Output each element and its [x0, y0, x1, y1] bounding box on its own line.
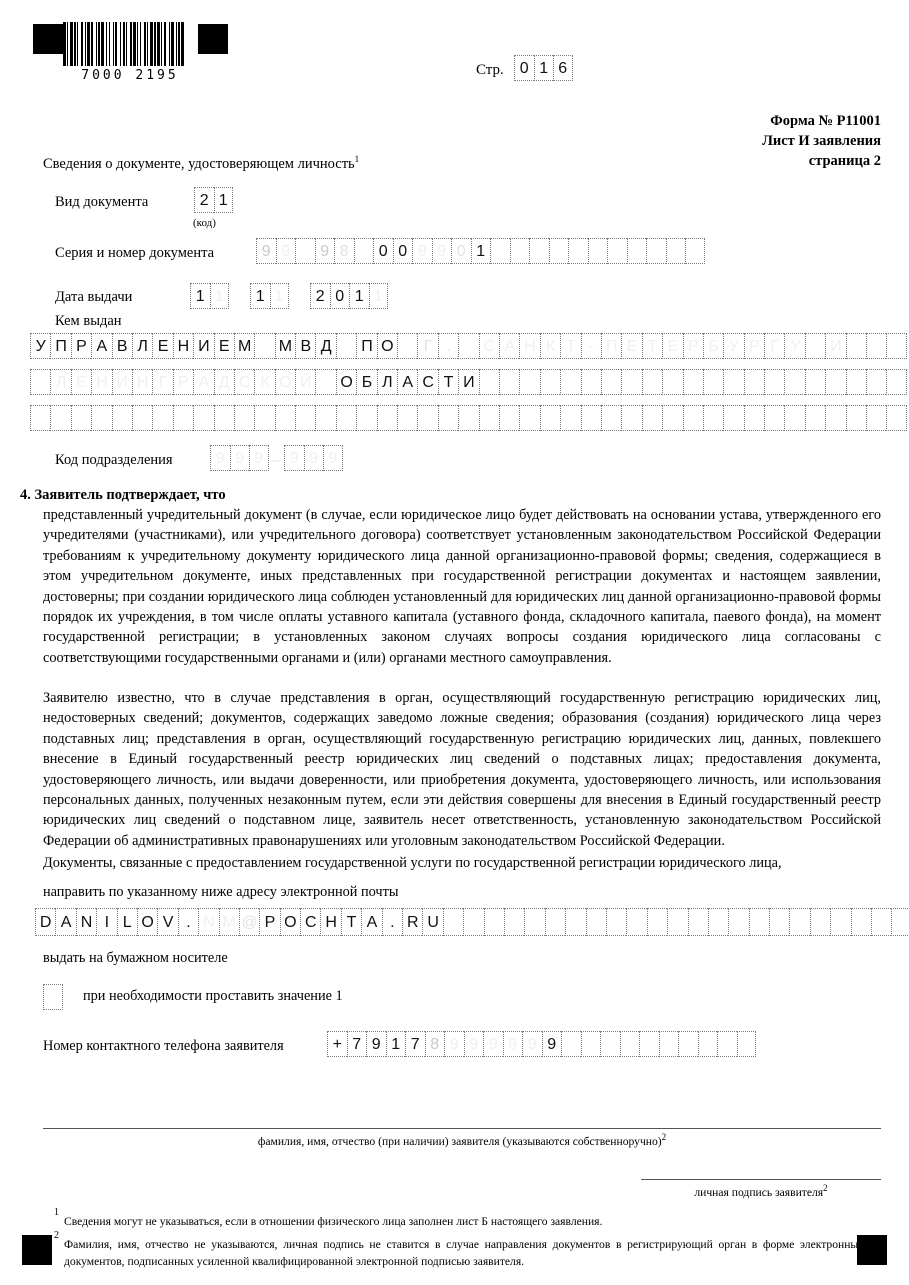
form-cell[interactable]: [717, 1031, 737, 1057]
form-cell[interactable]: Н: [173, 333, 193, 359]
form-cell[interactable]: [581, 1031, 601, 1057]
form-cell[interactable]: [336, 405, 356, 431]
form-cell[interactable]: .: [438, 333, 458, 359]
form-cell[interactable]: В: [295, 333, 315, 359]
issue-date-month-cells[interactable]: [250, 283, 289, 309]
form-cell[interactable]: [703, 405, 723, 431]
form-cell[interactable]: 9: [276, 238, 296, 264]
form-cell[interactable]: [825, 405, 845, 431]
form-cell[interactable]: [568, 238, 588, 264]
form-cell[interactable]: [397, 405, 417, 431]
issue-date-year-cells[interactable]: [310, 283, 388, 309]
form-cell[interactable]: [295, 238, 315, 264]
personal-signature-line: [641, 1179, 881, 1180]
form-cell[interactable]: 9: [323, 445, 343, 471]
registration-mark-top-right: [198, 24, 228, 54]
footnote-1-text: Сведения могут не указываться, если в отношении физического лица заполнен лист Б настоящего заявления.: [64, 1215, 603, 1228]
form-cell[interactable]: [749, 908, 769, 936]
form-cell[interactable]: 1: [386, 1031, 406, 1057]
form-cell[interactable]: [667, 908, 687, 936]
form-cell[interactable]: [723, 405, 743, 431]
form-cell[interactable]: Н: [132, 369, 152, 395]
form-cell[interactable]: I: [96, 908, 116, 936]
form-cell[interactable]: [601, 405, 621, 431]
form-cell[interactable]: 9: [432, 238, 452, 264]
form-cell[interactable]: 9: [210, 445, 230, 471]
phone-label: Номер контактного телефона заявителя: [43, 1038, 284, 1054]
form-cell[interactable]: 6: [553, 55, 573, 81]
form-cell[interactable]: [315, 405, 335, 431]
identity-section-title-sup: 1: [354, 154, 360, 164]
form-cell[interactable]: [30, 405, 50, 431]
delivery-intro-text: Документы, связанные с предоставлением государственной услуги по государственной регистрации юридического лица,: [43, 855, 782, 871]
form-cell[interactable]: Р: [71, 333, 91, 359]
form-cell[interactable]: [737, 1031, 757, 1057]
footnote-2-marker: 2: [54, 1230, 59, 1241]
form-cell[interactable]: R: [402, 908, 422, 936]
form-cell[interactable]: [866, 369, 886, 395]
form-cell[interactable]: П: [50, 333, 70, 359]
form-cell[interactable]: 1: [214, 187, 234, 213]
form-cell[interactable]: [642, 369, 662, 395]
form-cell[interactable]: [234, 405, 254, 431]
form-cell[interactable]: [846, 333, 866, 359]
form-cell[interactable]: Е: [152, 333, 172, 359]
form-cell[interactable]: [588, 238, 608, 264]
form-cell[interactable]: 9: [542, 1031, 562, 1057]
paper-delivery-checkbox[interactable]: [43, 984, 63, 1010]
footnote-2-text: Фамилия, имя, отчество не указываются, личная подпись не ставится в случае направления документов в регистрирующий орган в форме электронных документов, подписанных усиленной квалифицированной электронной подписью заявителя.: [64, 1238, 864, 1268]
subdivision-code-dash: –: [271, 450, 280, 469]
form-cell[interactable]: [606, 908, 626, 936]
form-cell[interactable]: Й: [295, 369, 315, 395]
form-cell[interactable]: [529, 238, 549, 264]
form-cell[interactable]: [646, 238, 666, 264]
form-cell[interactable]: [458, 333, 478, 359]
form-cell[interactable]: A: [55, 908, 75, 936]
form-cell[interactable]: H: [320, 908, 340, 936]
form-cell[interactable]: [810, 908, 830, 936]
barcode: [63, 22, 195, 66]
form-cell[interactable]: [891, 908, 909, 936]
form-cell[interactable]: 9: [315, 238, 335, 264]
page-number-label: Стр.: [476, 62, 504, 78]
form-cell[interactable]: [685, 238, 705, 264]
form-cell[interactable]: А: [397, 369, 417, 395]
form-cell[interactable]: Т: [642, 333, 662, 359]
form-cell[interactable]: 8: [425, 1031, 445, 1057]
form-cell[interactable]: 9: [503, 1031, 523, 1057]
form-cell[interactable]: [479, 369, 499, 395]
form-cell[interactable]: [438, 405, 458, 431]
form-cell[interactable]: [132, 405, 152, 431]
form-cell[interactable]: 8: [334, 238, 354, 264]
form-cell[interactable]: М: [275, 333, 295, 359]
form-cell[interactable]: [586, 908, 606, 936]
form-cell[interactable]: [214, 405, 234, 431]
form-cell[interactable]: .: [382, 908, 402, 936]
form-cell[interactable]: О: [336, 369, 356, 395]
form-cell[interactable]: [275, 405, 295, 431]
form-cell[interactable]: [484, 908, 504, 936]
form-cell[interactable]: [581, 369, 601, 395]
form-cell[interactable]: [805, 405, 825, 431]
form-cell[interactable]: L: [117, 908, 137, 936]
form-cell[interactable]: 1: [471, 238, 491, 264]
form-cell[interactable]: А: [193, 369, 213, 395]
form-cell[interactable]: [504, 908, 524, 936]
form-cell[interactable]: T: [341, 908, 361, 936]
form-cell[interactable]: [581, 405, 601, 431]
form-cell[interactable]: [846, 405, 866, 431]
form-cell[interactable]: Л: [50, 369, 70, 395]
form-cell[interactable]: D: [35, 908, 55, 936]
form-cell[interactable]: +: [327, 1031, 347, 1057]
form-cell[interactable]: O: [280, 908, 300, 936]
form-cell[interactable]: С: [479, 333, 499, 359]
issue-date-label: Дата выдачи: [55, 289, 133, 305]
form-cell[interactable]: [600, 1031, 620, 1057]
form-cell[interactable]: @: [239, 908, 259, 936]
form-cell[interactable]: 7: [347, 1031, 367, 1057]
form-cell[interactable]: [662, 405, 682, 431]
form-cell[interactable]: Р: [173, 369, 193, 395]
form-cell[interactable]: C: [300, 908, 320, 936]
fio-signature-line: [43, 1128, 881, 1129]
form-cell[interactable]: У: [784, 333, 804, 359]
form-cell[interactable]: [846, 369, 866, 395]
issued-by-label: Кем выдан: [55, 313, 122, 329]
form-cell[interactable]: П: [356, 333, 376, 359]
form-sheet: Лист И заявления: [762, 133, 881, 149]
registration-mark-top-left: [33, 24, 63, 54]
form-cell[interactable]: .: [178, 908, 198, 936]
form-cell[interactable]: О: [377, 333, 397, 359]
subdivision-code-right-cells[interactable]: [284, 445, 343, 471]
form-cell[interactable]: [825, 369, 845, 395]
phone-cells[interactable]: [327, 1031, 756, 1057]
form-cell[interactable]: 2: [194, 187, 214, 213]
form-cell[interactable]: -: [581, 333, 601, 359]
paper-delivery-label: выдать на бумажном носителе: [43, 950, 228, 966]
form-cell[interactable]: С: [417, 369, 437, 395]
form-cell[interactable]: [540, 405, 560, 431]
form-cell[interactable]: [560, 405, 580, 431]
form-cell[interactable]: [50, 405, 70, 431]
identity-section-title-text: Сведения о документе, удостоверяющем личность: [43, 155, 355, 172]
form-cell[interactable]: [642, 405, 662, 431]
form-cell[interactable]: У: [723, 333, 743, 359]
identity-section-title: [43, 154, 359, 173]
form-cell[interactable]: 0: [514, 55, 534, 81]
form-cell[interactable]: Л: [132, 333, 152, 359]
form-cell[interactable]: 9: [249, 445, 269, 471]
form-cell[interactable]: 1: [250, 283, 270, 309]
form-cell[interactable]: Г: [417, 333, 437, 359]
form-cell[interactable]: [71, 405, 91, 431]
form-cell[interactable]: Е: [71, 369, 91, 395]
form-cell[interactable]: [510, 238, 530, 264]
form-cell[interactable]: [621, 405, 641, 431]
form-cell[interactable]: [683, 369, 703, 395]
form-cell[interactable]: Е: [662, 333, 682, 359]
form-cell[interactable]: [354, 238, 374, 264]
form-cell[interactable]: [764, 405, 784, 431]
form-cell[interactable]: [112, 405, 132, 431]
form-cell[interactable]: [789, 908, 809, 936]
form-cell[interactable]: [647, 908, 667, 936]
footnote-1-marker: 1: [54, 1207, 59, 1218]
form-cell[interactable]: 9: [366, 1031, 386, 1057]
form-cell[interactable]: Г: [764, 333, 784, 359]
form-cell[interactable]: Д: [315, 333, 335, 359]
doc-type-code-note: (код): [193, 217, 216, 229]
form-cell[interactable]: [620, 1031, 640, 1057]
form-cell[interactable]: 1: [190, 283, 210, 309]
form-cell[interactable]: [607, 238, 627, 264]
form-cell[interactable]: [417, 405, 437, 431]
form-cell[interactable]: U: [422, 908, 442, 936]
form-cell[interactable]: [678, 1031, 698, 1057]
form-cell[interactable]: [764, 369, 784, 395]
form-cell[interactable]: [397, 333, 417, 359]
form-cell[interactable]: Б: [356, 369, 376, 395]
form-cell[interactable]: [490, 238, 510, 264]
issued-by-row-2[interactable]: [30, 369, 907, 395]
form-cell[interactable]: О: [275, 369, 295, 395]
form-cell[interactable]: [851, 908, 871, 936]
form-cell[interactable]: [458, 405, 478, 431]
issued-by-row-3[interactable]: [30, 405, 907, 431]
form-cell[interactable]: [703, 369, 723, 395]
form-cell[interactable]: Н: [519, 333, 539, 359]
form-cell[interactable]: [193, 405, 213, 431]
form-cell[interactable]: 1: [369, 283, 389, 309]
form-cell[interactable]: А: [91, 333, 111, 359]
form-cell[interactable]: [621, 369, 641, 395]
paper-delivery-note: при необходимости проставить значение 1: [83, 988, 343, 1004]
form-cell[interactable]: Р: [683, 333, 703, 359]
form-cell[interactable]: [377, 405, 397, 431]
form-cell[interactable]: 1: [349, 283, 369, 309]
series-number-cells[interactable]: [256, 238, 705, 264]
form-cell[interactable]: Р: [744, 333, 764, 359]
form-cell[interactable]: V: [157, 908, 177, 936]
form-cell[interactable]: [723, 369, 743, 395]
form-cell[interactable]: [708, 908, 728, 936]
form-cell[interactable]: [784, 369, 804, 395]
fio-caption-text: фамилия, имя, отчество (при наличии) заявителя (указываются собственноручно): [257, 1134, 662, 1148]
form-cell[interactable]: А: [499, 333, 519, 359]
form-cell[interactable]: [662, 369, 682, 395]
form-cell[interactable]: [315, 369, 335, 395]
form-cell[interactable]: И: [458, 369, 478, 395]
form-cell[interactable]: [152, 405, 172, 431]
form-cell[interactable]: N: [76, 908, 96, 936]
form-cell[interactable]: Т: [438, 369, 458, 395]
form-cell[interactable]: A: [361, 908, 381, 936]
form-cell[interactable]: И: [112, 369, 132, 395]
registration-mark-bottom-left: [22, 1235, 52, 1265]
form-cell[interactable]: Л: [377, 369, 397, 395]
form-cell[interactable]: [479, 405, 499, 431]
series-number-label: Серия и номер документа: [55, 245, 215, 261]
form-cell[interactable]: [659, 1031, 679, 1057]
form-cell[interactable]: Д: [214, 369, 234, 395]
form-cell[interactable]: 9: [444, 1031, 464, 1057]
fio-caption: [43, 1132, 881, 1148]
form-cell[interactable]: [784, 405, 804, 431]
form-cell[interactable]: Т: [560, 333, 580, 359]
form-cell[interactable]: [627, 238, 647, 264]
subdivision-code-left-cells[interactable]: [210, 445, 269, 471]
form-cell[interactable]: [560, 369, 580, 395]
form-cell[interactable]: 0: [373, 238, 393, 264]
form-cell[interactable]: [549, 238, 569, 264]
form-cell[interactable]: [698, 1031, 718, 1057]
signature-caption-sup: 2: [823, 1183, 828, 1193]
form-cell[interactable]: 9: [483, 1031, 503, 1057]
form-number: Форма № Р11001: [770, 113, 881, 129]
form-cell[interactable]: [519, 369, 539, 395]
form-cell[interactable]: 9: [522, 1031, 542, 1057]
form-cell[interactable]: [356, 405, 376, 431]
form-cell[interactable]: [524, 908, 544, 936]
form-cell[interactable]: 1: [210, 283, 230, 309]
form-cell[interactable]: [254, 333, 274, 359]
form-cell[interactable]: [519, 405, 539, 431]
form-cell[interactable]: Н: [91, 369, 111, 395]
form-cell[interactable]: [626, 908, 646, 936]
barcode-digits: 7000 2195: [81, 68, 179, 83]
form-cell[interactable]: [173, 405, 193, 431]
form-cell[interactable]: [499, 369, 519, 395]
form-cell[interactable]: N: [198, 908, 218, 936]
form-cell[interactable]: [295, 405, 315, 431]
form-cell[interactable]: [728, 908, 748, 936]
form-cell[interactable]: 2: [310, 283, 330, 309]
section4-paragraph-2: Заявителю известно, что в случае представления в орган, осуществляющий государственную регистрацию юридических лиц, недостоверных сведений; документов, содержащих заведомо ложные сведения; образования (создания) юридического лица через подставных лиц; представления в орган, осуществляющий государственную регистрацию юридических лиц, данных, повлекшего внесение в Единый государственный реестр юридических лиц сведений о подставных лицах; предоставления документа, удостоверяющего личность, или выдачи доверенности, или приобретения документа, удостоверяющего личность, или использования персональных данных, полученных незаконным путем, если эти действия совершены для внесения в Единый государственный реестр юридических лиц сведений о подставном лице, заявитель несет ответственность, установленную законодательством Российской Федерации об административных правонарушениях или уголовным законодательством Российской Федерации.: [43, 690, 881, 849]
form-cell[interactable]: [639, 1031, 659, 1057]
form-cell[interactable]: 9: [464, 1031, 484, 1057]
signature-caption-text: личная подпись заявителя: [694, 1185, 824, 1199]
email-intro-text: направить по указанному ниже адресу электронной почты: [43, 884, 399, 900]
form-cell[interactable]: [683, 405, 703, 431]
form-cell[interactable]: P: [259, 908, 279, 936]
form-cell[interactable]: [463, 908, 483, 936]
form-cell[interactable]: У: [30, 333, 50, 359]
form-cell[interactable]: Б: [703, 333, 723, 359]
form-cell[interactable]: [565, 908, 585, 936]
form-cell[interactable]: П: [601, 333, 621, 359]
signature-caption: [641, 1183, 881, 1199]
form-cell[interactable]: И: [825, 333, 845, 359]
form-cell[interactable]: [871, 908, 891, 936]
form-cell[interactable]: И: [193, 333, 213, 359]
form-cell[interactable]: [666, 238, 686, 264]
form-cell[interactable]: 0: [451, 238, 471, 264]
form-cell[interactable]: M: [219, 908, 239, 936]
form-cell[interactable]: [91, 405, 111, 431]
form-cell[interactable]: 9: [284, 445, 304, 471]
form-cell[interactable]: [866, 405, 886, 431]
form-cell[interactable]: [886, 333, 906, 359]
form-cell[interactable]: К: [540, 333, 560, 359]
doc-type-label: Вид документа: [55, 194, 149, 210]
form-cell[interactable]: 1: [270, 283, 290, 309]
form-cell[interactable]: Г: [152, 369, 172, 395]
issued-by-row-1[interactable]: [30, 333, 907, 359]
form-cell[interactable]: Е: [214, 333, 234, 359]
form-cell[interactable]: Е: [621, 333, 641, 359]
form-cell[interactable]: [805, 369, 825, 395]
form-cell[interactable]: 0: [330, 283, 350, 309]
fio-caption-sup: 2: [661, 1132, 667, 1142]
form-cell[interactable]: [561, 1031, 581, 1057]
subdivision-code-label: Код подразделения: [55, 452, 173, 468]
form-cell[interactable]: С: [234, 369, 254, 395]
form-cell[interactable]: [443, 908, 463, 936]
form-cell[interactable]: O: [137, 908, 157, 936]
form-cell[interactable]: [805, 333, 825, 359]
form-cell[interactable]: [601, 369, 621, 395]
form-cell[interactable]: 9: [256, 238, 276, 264]
form-cell[interactable]: [254, 405, 274, 431]
form-cell[interactable]: [499, 405, 519, 431]
form-cell[interactable]: [30, 369, 50, 395]
form-cell[interactable]: [769, 908, 789, 936]
form-cell[interactable]: 7: [405, 1031, 425, 1057]
form-cell[interactable]: 0: [393, 238, 413, 264]
form-cell[interactable]: [540, 369, 560, 395]
form-cell[interactable]: [886, 369, 906, 395]
form-page-side: страница 2: [808, 153, 881, 169]
form-cell[interactable]: М: [234, 333, 254, 359]
form-cell[interactable]: [545, 908, 565, 936]
form-cell[interactable]: [830, 908, 850, 936]
section4-paragraph-1: представленный учредительный документ (в случае, если юридическое лицо будет действовать на основании устава, утвержденного его учредителями (участниками), или учредительного договора) соответствует установленным законодательством Российской Федерации требованиям к учредительному документу юридического лица данной организационно-правовой формы; сведения, содержащиеся в этом учредительном документе, иных представленных при государственной регистрации документах и настоящем заявлении, достоверны; при создании юридического лица соблюден установленный для юридических лиц данной организационно-правовой формы порядок их учреждения, в том числе оплаты уставного капитала (уставного фонда, складочного капитала, паевого фонда), на момент государственной регистрации; в установленных законом случаях вопросы создания юридического лица согласованы с соответствующими государственными органами и (или) органами местного самоуправления.: [43, 507, 881, 666]
form-cell[interactable]: [866, 333, 886, 359]
form-cell[interactable]: [336, 333, 356, 359]
form-cell[interactable]: 1: [534, 55, 554, 81]
section4-heading: 4. Заявитель подтверждает, что: [20, 487, 226, 503]
issue-date-day-cells[interactable]: [190, 283, 229, 309]
form-cell[interactable]: [744, 369, 764, 395]
form-cell[interactable]: [886, 405, 906, 431]
form-cell[interactable]: [688, 908, 708, 936]
form-cell[interactable]: [744, 405, 764, 431]
form-cell[interactable]: К: [254, 369, 274, 395]
doc-type-cells[interactable]: [194, 187, 233, 213]
form-cell[interactable]: 9: [304, 445, 324, 471]
page-number-cells[interactable]: [514, 55, 573, 81]
form-cell[interactable]: 9: [230, 445, 250, 471]
form-cell[interactable]: 9: [412, 238, 432, 264]
email-cells[interactable]: [35, 908, 909, 936]
form-cell[interactable]: В: [112, 333, 132, 359]
